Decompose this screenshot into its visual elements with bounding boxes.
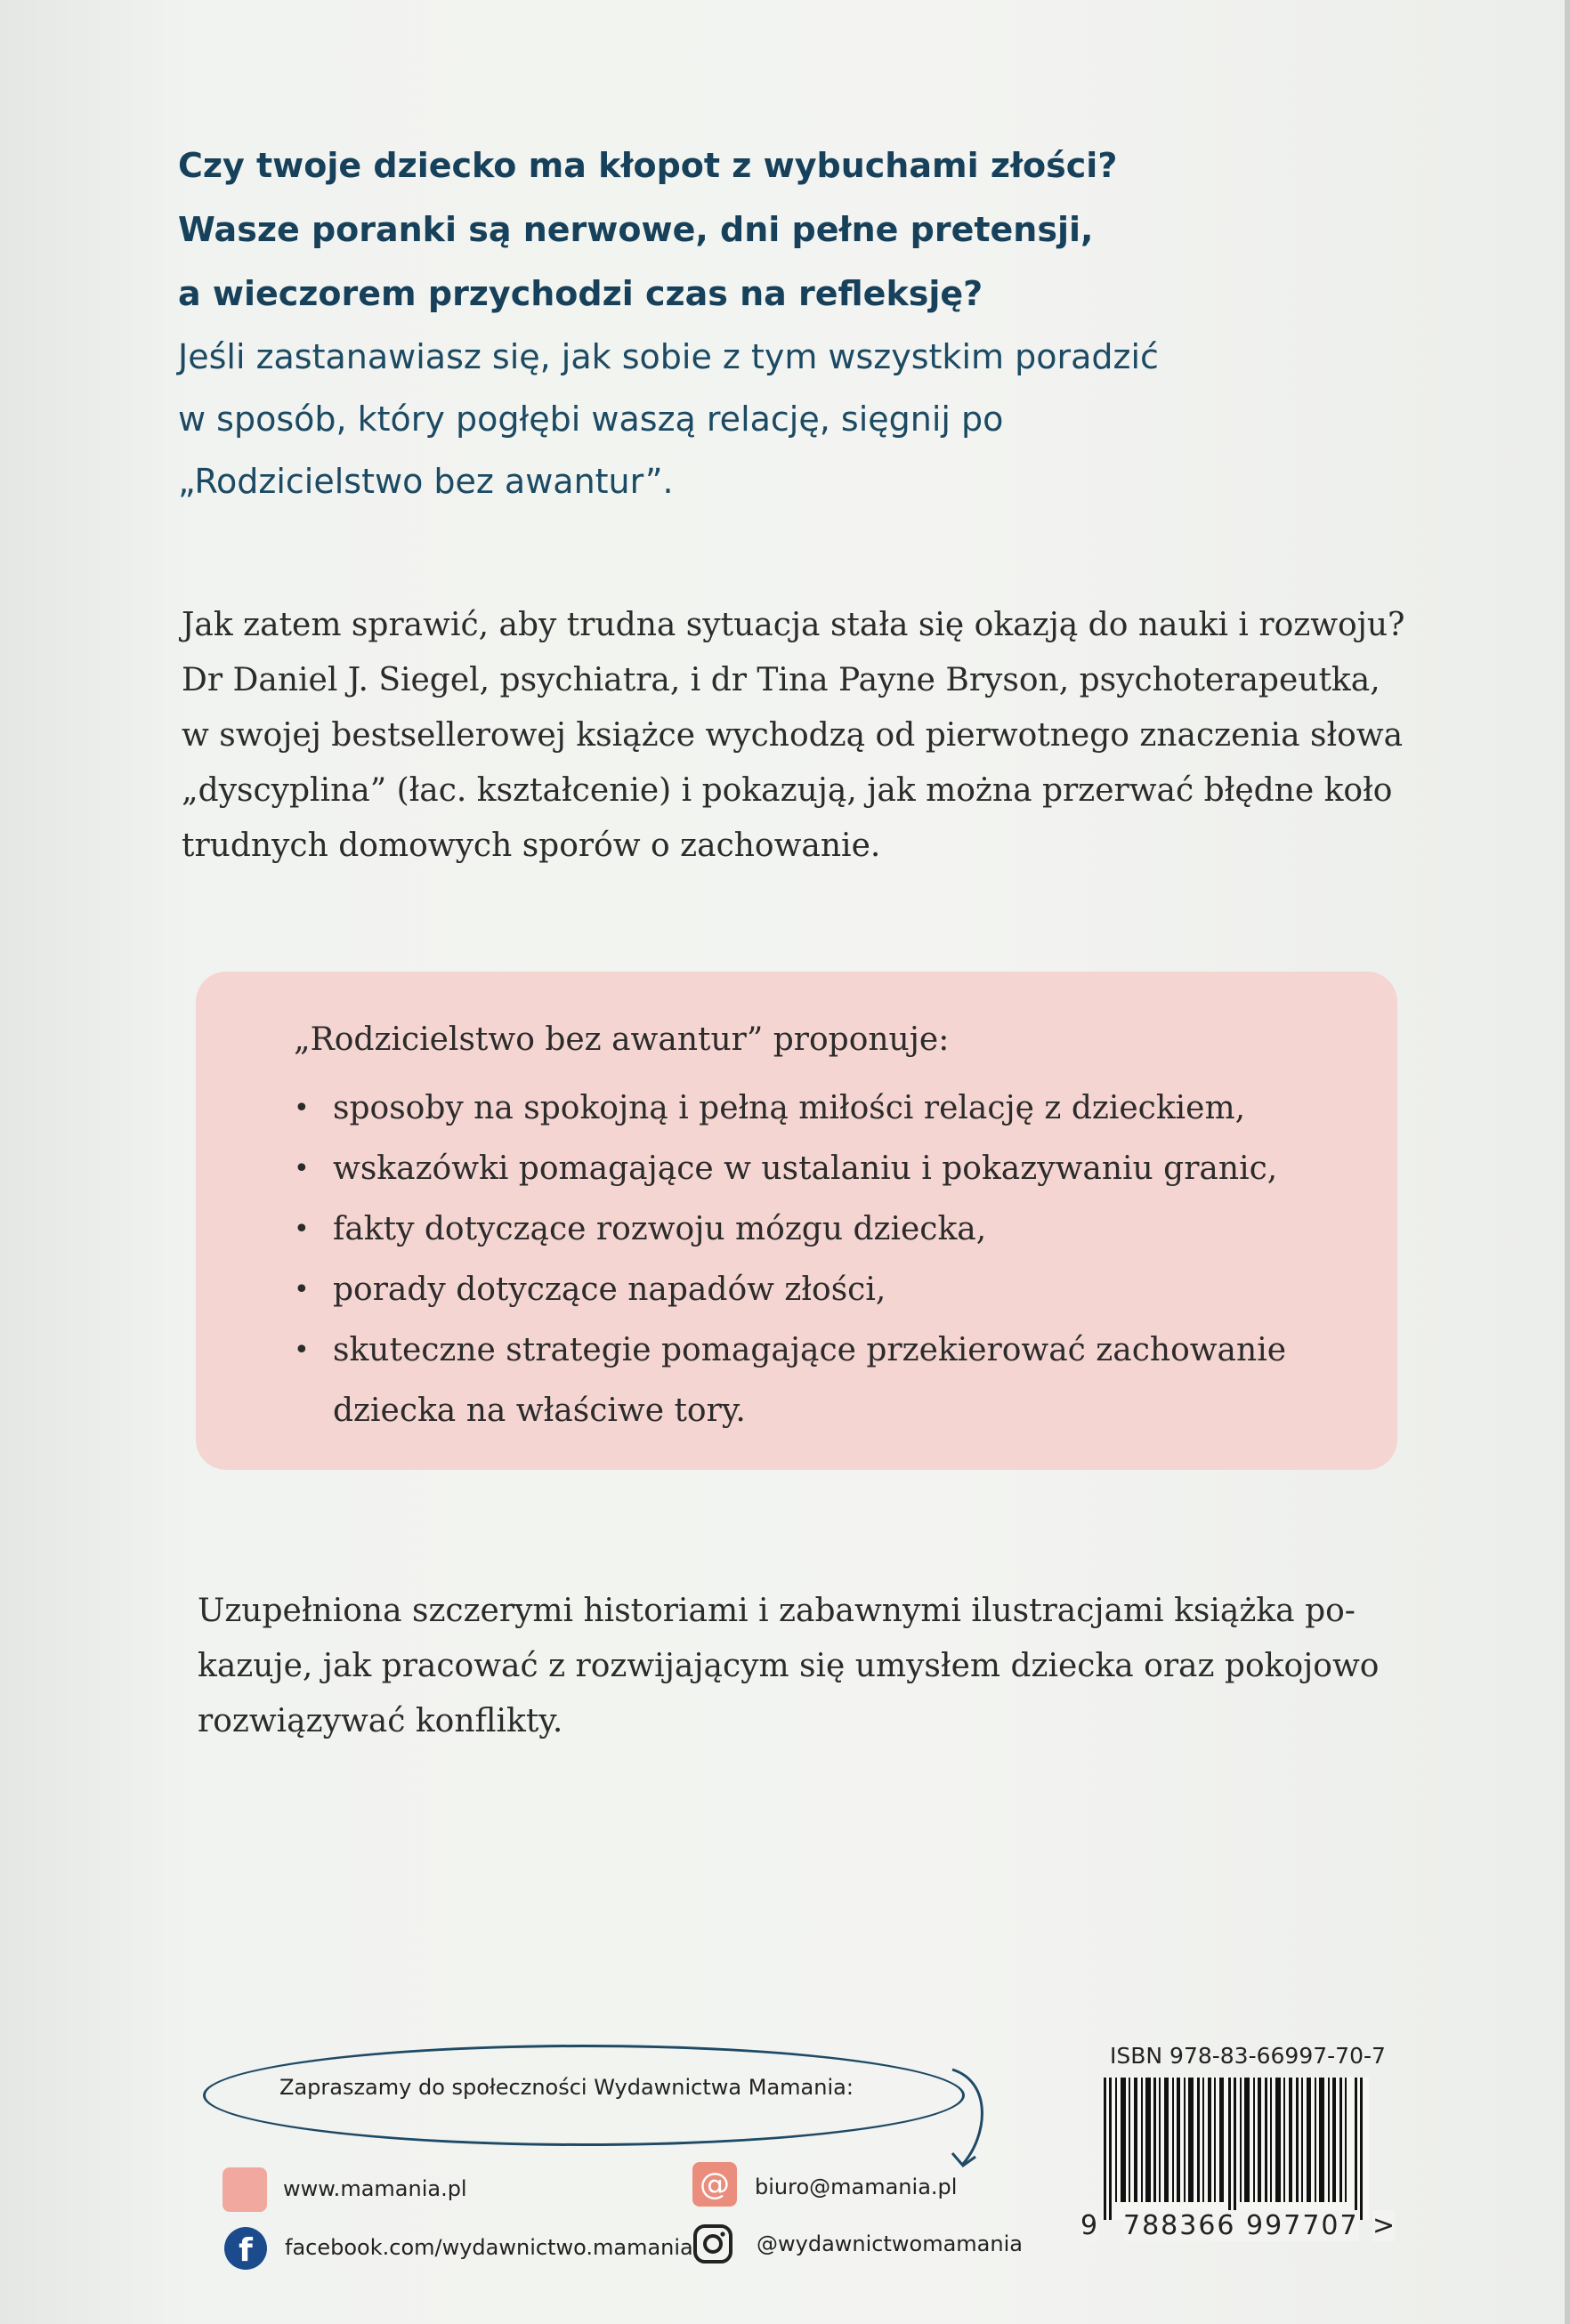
closing-line: kazuje, jak pracować z rozwijającym się umysłem dziecka oraz pokojowo	[198, 1648, 1380, 1684]
description-line: Jak zatem sprawić, aby trudna sytuacja stała się okazją do nauki i rozwoju?	[182, 607, 1405, 643]
curved-arrow-icon	[926, 2064, 1006, 2180]
community-heading: Zapraszamy do społeczności Wydawnictwa Mamania:	[279, 2075, 854, 2100]
web-icon	[223, 2167, 267, 2212]
bullet-icon: •	[294, 1214, 310, 1245]
description-line: „dyscyplina” (łac. kształcenie) i pokazują, jak można przerwać błędne koło	[182, 772, 1393, 809]
list-item-text: skuteczne strategie pomagające przekierować zachowanie	[333, 1332, 1287, 1368]
intro-lead-line-3: „Rodzicielstwo bez awantur”.	[178, 462, 674, 501]
barcode-digits: 788366 997707	[1123, 2210, 1359, 2241]
bullet-icon: •	[294, 1093, 310, 1124]
closing-paragraph	[198, 1584, 1426, 1749]
list-item-text: sposoby na spokojną i pełną miłości relację z dzieckiem,	[333, 1090, 1246, 1126]
facebook-icon: f	[224, 2227, 267, 2270]
description-line: trudnych domowych sporów o zachowanie.	[182, 827, 881, 864]
barcode	[1102, 2078, 1369, 2220]
intro-question-2-line-1: Wasze poranki są nerwowe, dni pełne pretensji,	[178, 210, 1094, 249]
bullet-icon: •	[294, 1335, 310, 1366]
list-item-continuation: dziecka na właściwe tory.	[333, 1392, 746, 1429]
isbn-label: ISBN 978-83-66997-70-7	[1110, 2043, 1386, 2069]
description-line: w swojej bestsellerowej książce wychodzą od pierwotnego znaczenia słowa	[182, 717, 1404, 754]
intro-lead-line-1: Jeśli zastanawiasz się, jak sobie z tym wszystkim poradzić	[178, 337, 1159, 376]
intro-section	[178, 133, 1380, 512]
intro-question-1: Czy twoje dziecko ma kłopot z wybuchami złości?	[178, 146, 1118, 185]
email-link[interactable]: biuro@mamania.pl	[755, 2175, 958, 2199]
list-item	[294, 1260, 1286, 1320]
facebook-link[interactable]: facebook.com/wydawnictwo.mamania	[285, 2235, 693, 2260]
barcode-marker: >	[1372, 2210, 1396, 2241]
website-link[interactable]: www.mamania.pl	[283, 2176, 467, 2201]
at-icon: @	[692, 2162, 737, 2207]
description-line: Dr Daniel J. Siegel, psychiatra, i dr Tina Payne Bryson, psychoterapeutka,	[182, 662, 1380, 698]
list-item	[294, 1139, 1286, 1199]
intro-lead-line-2: w sposób, który pogłębi waszą relację, sięgnij po	[178, 399, 1004, 439]
list-item	[294, 1199, 1286, 1260]
closing-line: rozwiązywać konflikty.	[198, 1703, 563, 1739]
bullet-icon: •	[294, 1153, 310, 1184]
instagram-handle[interactable]: @wydawnictwomamania	[757, 2231, 1023, 2256]
closing-line: Uzupełniona szczerymi historiami i zabawnymi ilustracjami książka po-	[198, 1593, 1356, 1629]
intro-question-2-line-2: a wieczorem przychodzi czas na refleksję?	[178, 274, 983, 313]
highlight-box-list	[294, 1078, 1286, 1441]
list-item-text: porady dotyczące napadów złości,	[333, 1271, 886, 1308]
highlight-box-title: „Rodzicielstwo bez awantur” proponuje:	[294, 1021, 950, 1058]
list-item-text: fakty dotyczące rozwoju mózgu dziecka,	[333, 1211, 987, 1247]
list-item	[294, 1320, 1286, 1441]
scan-edge	[1565, 0, 1570, 2324]
list-item	[294, 1078, 1286, 1139]
barcode-lead-digit: 9	[1080, 2210, 1098, 2241]
list-item-text: wskazówki pomagające w ustalaniu i pokazywaniu granic,	[333, 1150, 1278, 1187]
instagram-icon	[691, 2222, 735, 2266]
description-paragraph	[182, 598, 1428, 874]
bullet-icon: •	[294, 1274, 310, 1305]
